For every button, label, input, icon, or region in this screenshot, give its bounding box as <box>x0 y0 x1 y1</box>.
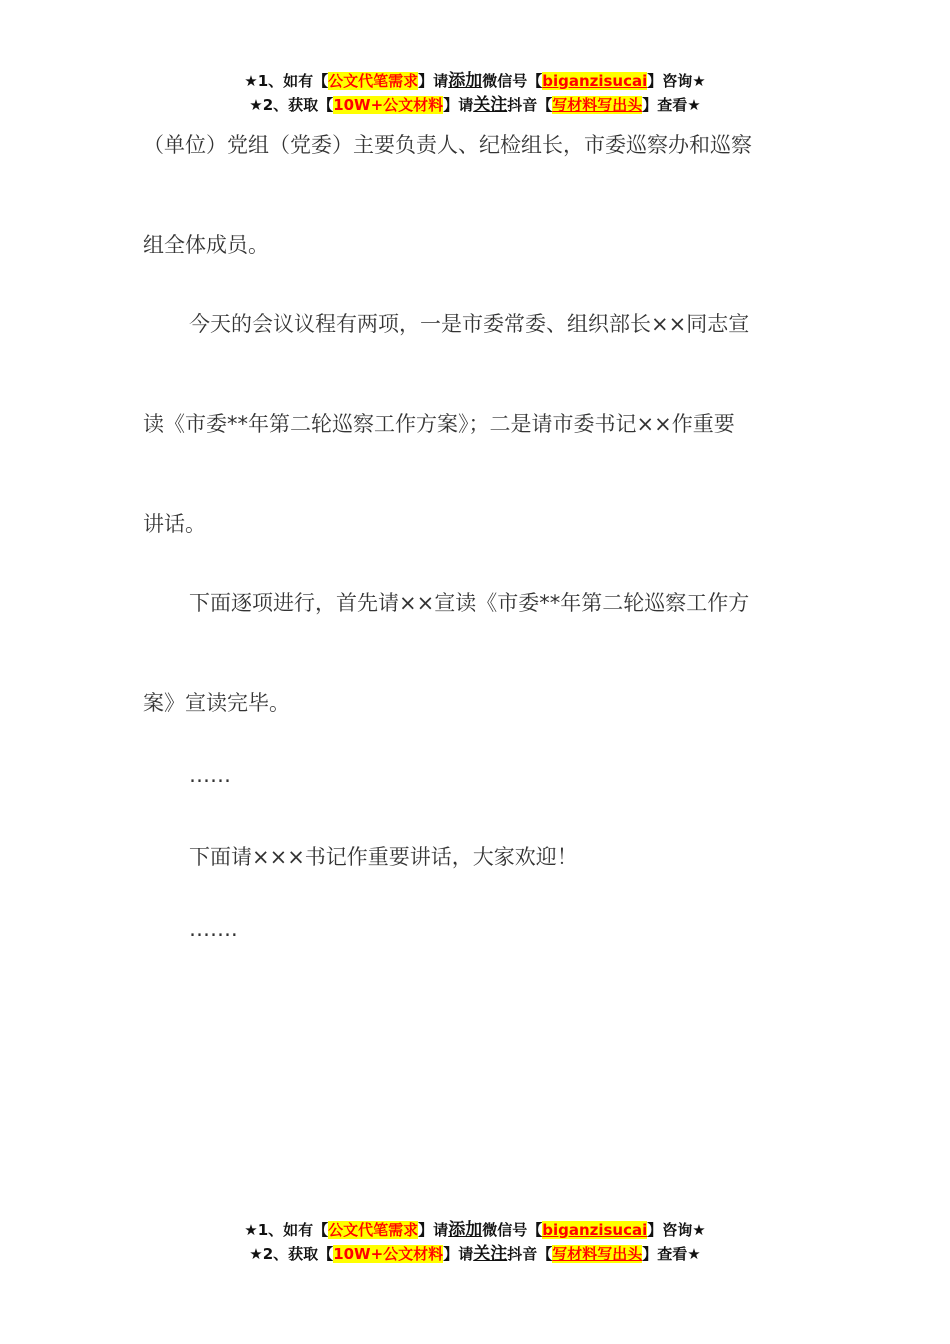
header-text: 】请 <box>443 96 474 114</box>
body-line: 下面请×××书记作重要讲话，大家欢迎！ <box>189 845 578 869</box>
header-text: 微信号【 <box>482 72 543 90</box>
body-line: …… <box>189 763 231 787</box>
wechat-id-highlight: biganzisucai <box>542 72 648 90</box>
header-line-1 <box>0 69 950 93</box>
header-text: 】咨询★ <box>647 72 706 90</box>
footer-text: 】请 <box>418 1221 449 1239</box>
header-line-2 <box>0 93 950 117</box>
body-line: 读《市委**年第二轮巡察工作方案》；二是请市委书记××作重要 <box>143 412 735 436</box>
header-text: 】请 <box>418 72 449 90</box>
body-line: （单位）党组（党委）主要负责人、纪检组长，市委巡察办和巡察 <box>143 133 752 157</box>
header-highlight: 公文代笔需求 <box>328 72 419 90</box>
header-highlight: 10W+公文材料 <box>333 96 444 114</box>
body-line: 讲话。 <box>143 512 206 536</box>
douyin-highlight: 写材料写出头 <box>552 1245 643 1263</box>
footer-banner <box>0 1218 950 1266</box>
body-line: 今天的会议议程有两项，一是市委常委、组织部长××同志宣 <box>189 312 750 336</box>
douyin-highlight: 写材料写出头 <box>552 96 643 114</box>
footer-text: 】查看★ <box>642 1245 701 1263</box>
footer-emphasis: 关注 <box>473 1244 508 1264</box>
body-line: ……. <box>189 917 238 941</box>
footer-text: 微信号【 <box>482 1221 543 1239</box>
footer-text: 】咨询★ <box>647 1221 706 1239</box>
footer-text: 抖音【 <box>507 1245 553 1263</box>
footer-line-1 <box>0 1218 950 1242</box>
footer-text: ★2、获取【 <box>249 1245 334 1263</box>
header-text: 】查看★ <box>642 96 701 114</box>
body-line: 下面逐项进行，首先请××宣读《市委**年第二轮巡察工作方 <box>189 591 750 615</box>
header-emphasis: 添加 <box>448 71 483 91</box>
body-line: 案》宣读完毕。 <box>143 691 290 715</box>
header-text: ★2、获取【 <box>249 96 334 114</box>
header-text: ★1、如有【 <box>244 72 329 90</box>
header-emphasis: 关注 <box>473 95 508 115</box>
wechat-id-highlight: biganzisucai <box>542 1221 648 1239</box>
header-banner <box>0 69 950 117</box>
footer-line-2 <box>0 1242 950 1266</box>
header-text: 抖音【 <box>507 96 553 114</box>
footer-text: ★1、如有【 <box>244 1221 329 1239</box>
footer-highlight: 公文代笔需求 <box>328 1221 419 1239</box>
footer-text: 】请 <box>443 1245 474 1263</box>
footer-highlight: 10W+公文材料 <box>333 1245 444 1263</box>
body-line: 组全体成员。 <box>143 233 269 257</box>
footer-emphasis: 添加 <box>448 1220 483 1240</box>
